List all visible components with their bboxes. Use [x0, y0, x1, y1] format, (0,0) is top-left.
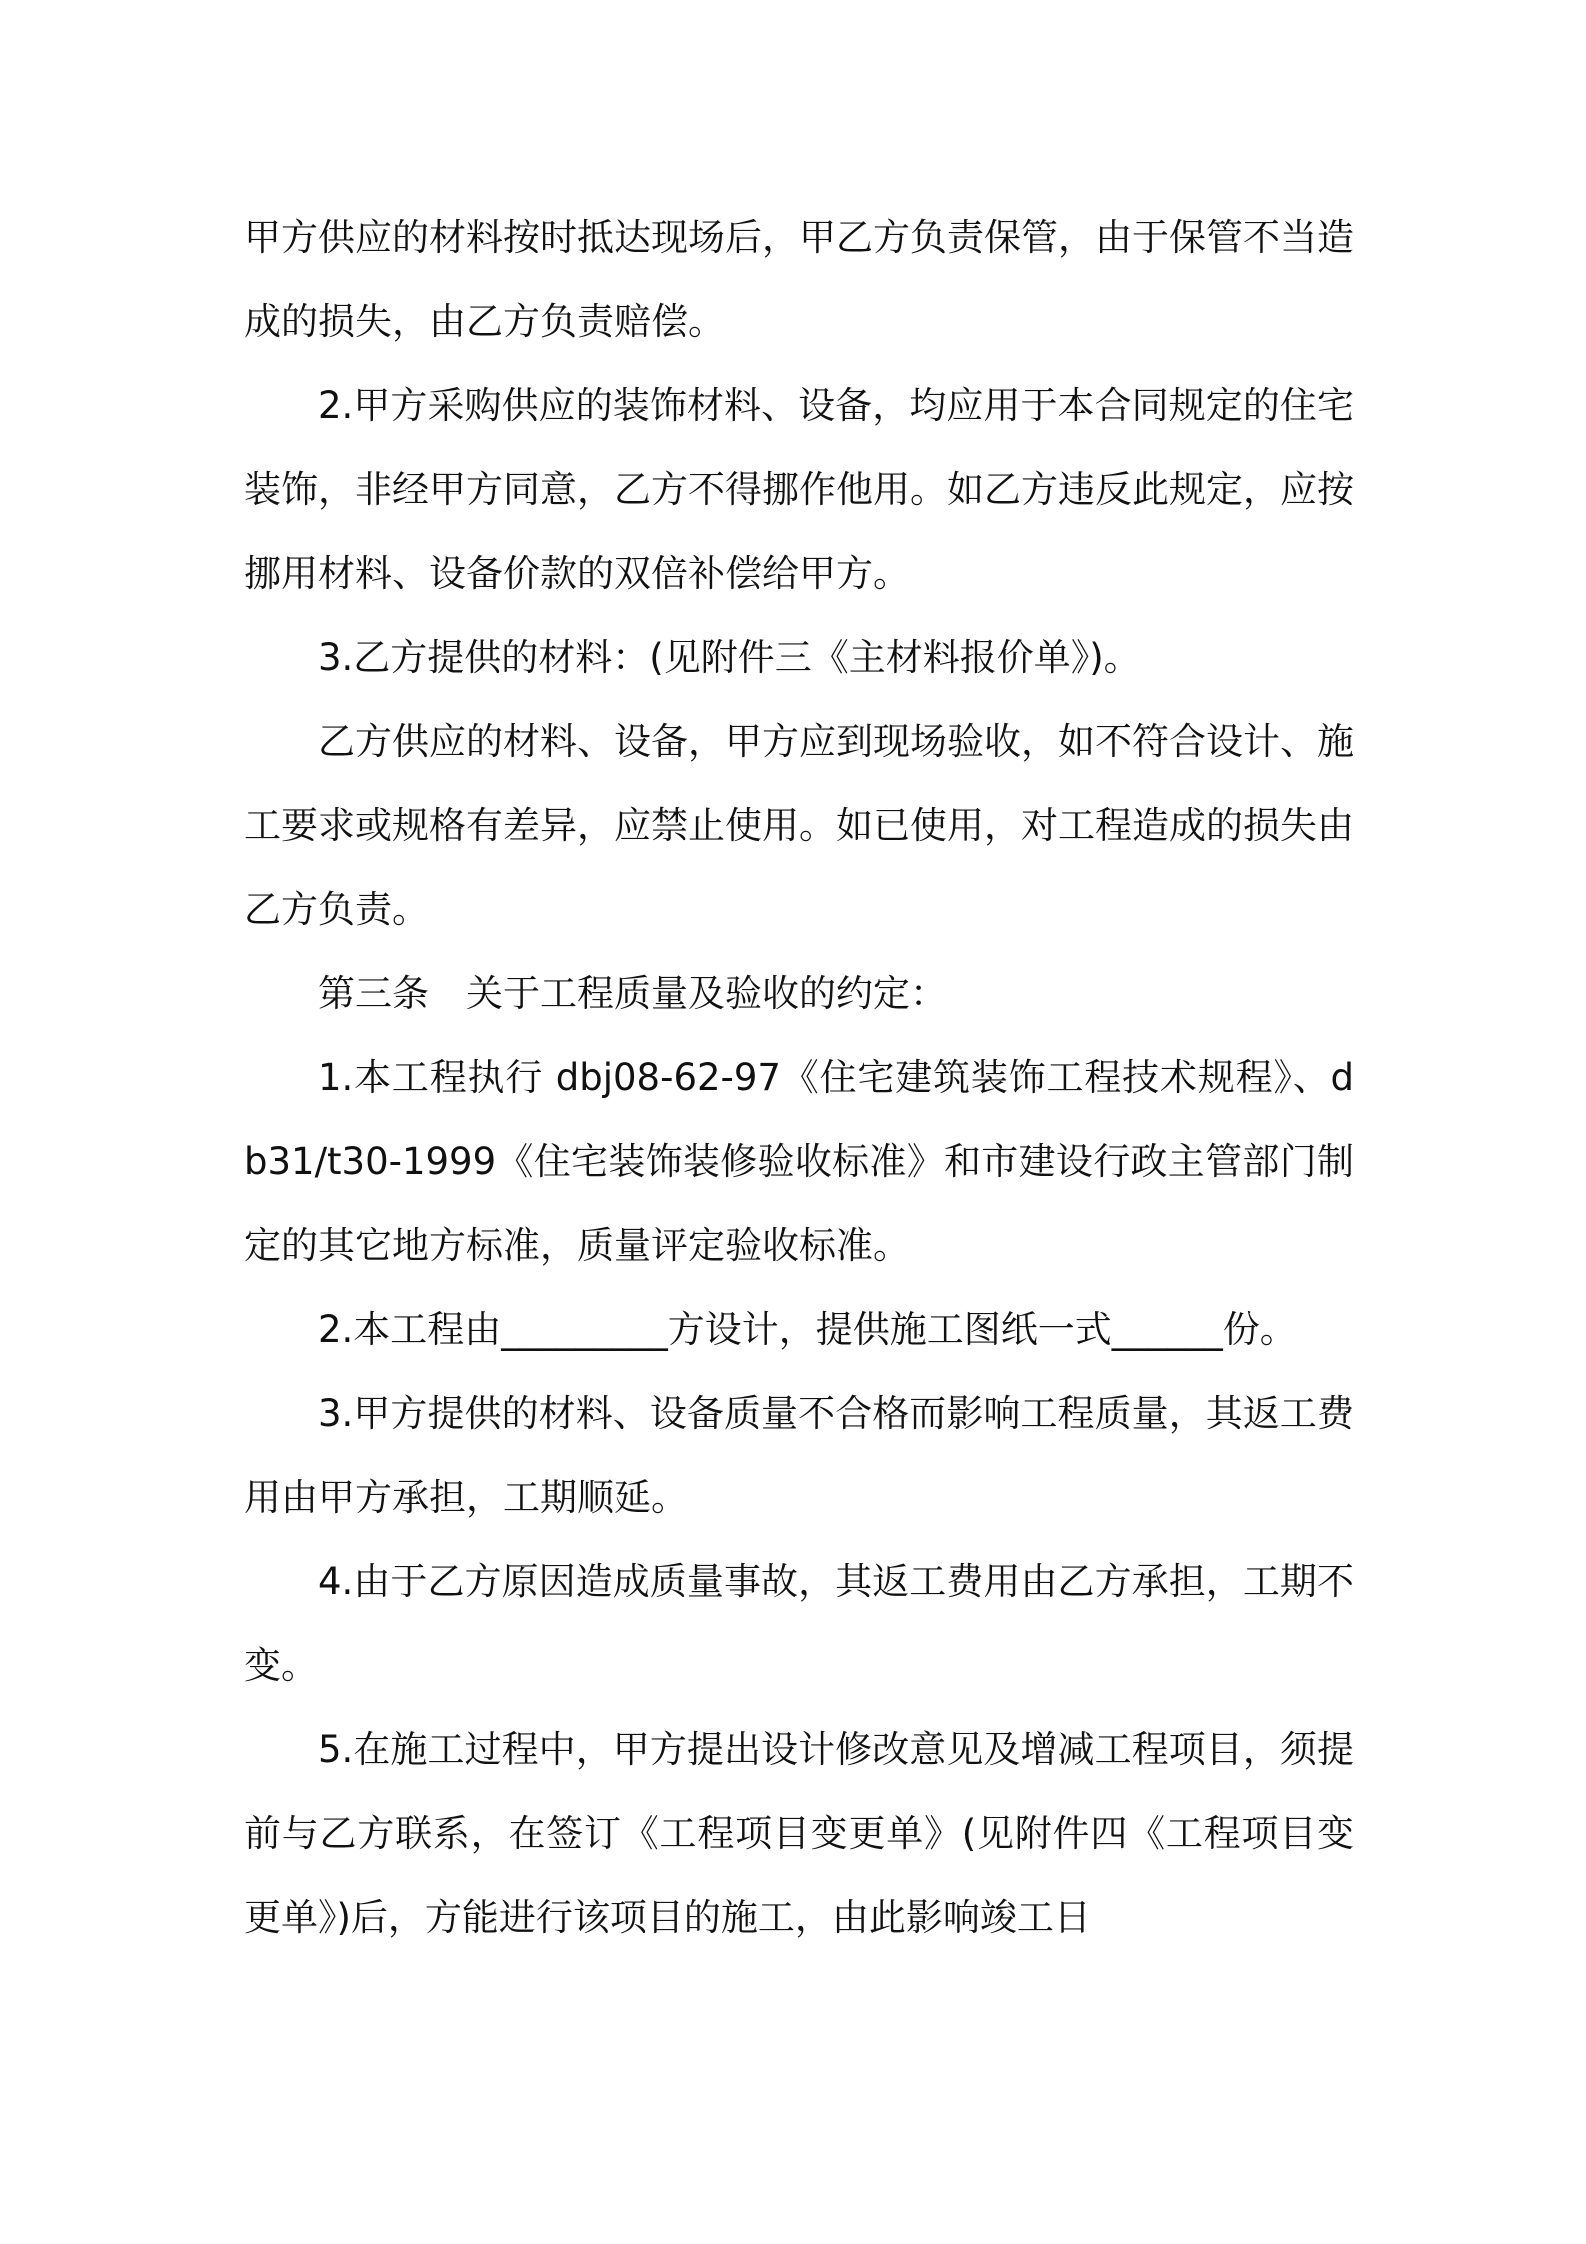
paragraph-clause-2-purchased-materials: 2.甲方采购供应的装饰材料、设备，均应用于本合同规定的住宅装饰，非经甲方同意，乙方不得挪作他用。如乙方违反此规定，应按挪用材料、设备价款的双倍补偿给甲方。	[244, 384, 1354, 595]
document-body	[244, 196, 1354, 1960]
paragraph-party-a-rework: 3.甲方提供的材料、设备质量不合格而影响工程质量，其返工费用由甲方承担，工期顺延。	[244, 1392, 1354, 1519]
paragraph-party-b-rework: 4.由于乙方原因造成质量事故，其返工费用由乙方承担，工期不变。	[244, 1560, 1354, 1687]
paragraph-clause-3-provided-materials: 3.乙方提供的材料：(见附件三《主材料报价单》)。	[318, 636, 1141, 679]
section-heading-article-3: 第三条 关于工程质量及验收的约定：	[318, 972, 947, 1015]
paragraph-materials-custody: 甲方供应的材料按时抵达现场后，甲乙方负责保管，由于保管不当造成的损失，由乙方负责赔偿。	[244, 216, 1354, 343]
paragraph-quality-standards: 1.本工程执行 dbj08-62-97《住宅建筑装饰工程技术规程》、db31/t30-1999《住宅装饰装修验收标准》和市建设行政主管部门制定的其它地方标准，质量评定验收标准。	[244, 1056, 1354, 1267]
paragraph-materials-inspection: 乙方供应的材料、设备，甲方应到现场验收，如不符合设计、施工要求或规格有差异，应禁止使用。如已使用，对工程造成的损失由乙方负责。	[244, 720, 1354, 931]
paragraph-design-changes: 5.在施工过程中，甲方提出设计修改意见及增减工程项目，须提前与乙方联系，在签订《工程项目变更单》(见附件四《工程项目变更单》)后，方能进行该项目的施工，由此影响竣工日	[244, 1728, 1354, 1939]
paragraph-design-drawings: 2.本工程由_________方设计，提供施工图纸一式______份。	[318, 1308, 1297, 1351]
